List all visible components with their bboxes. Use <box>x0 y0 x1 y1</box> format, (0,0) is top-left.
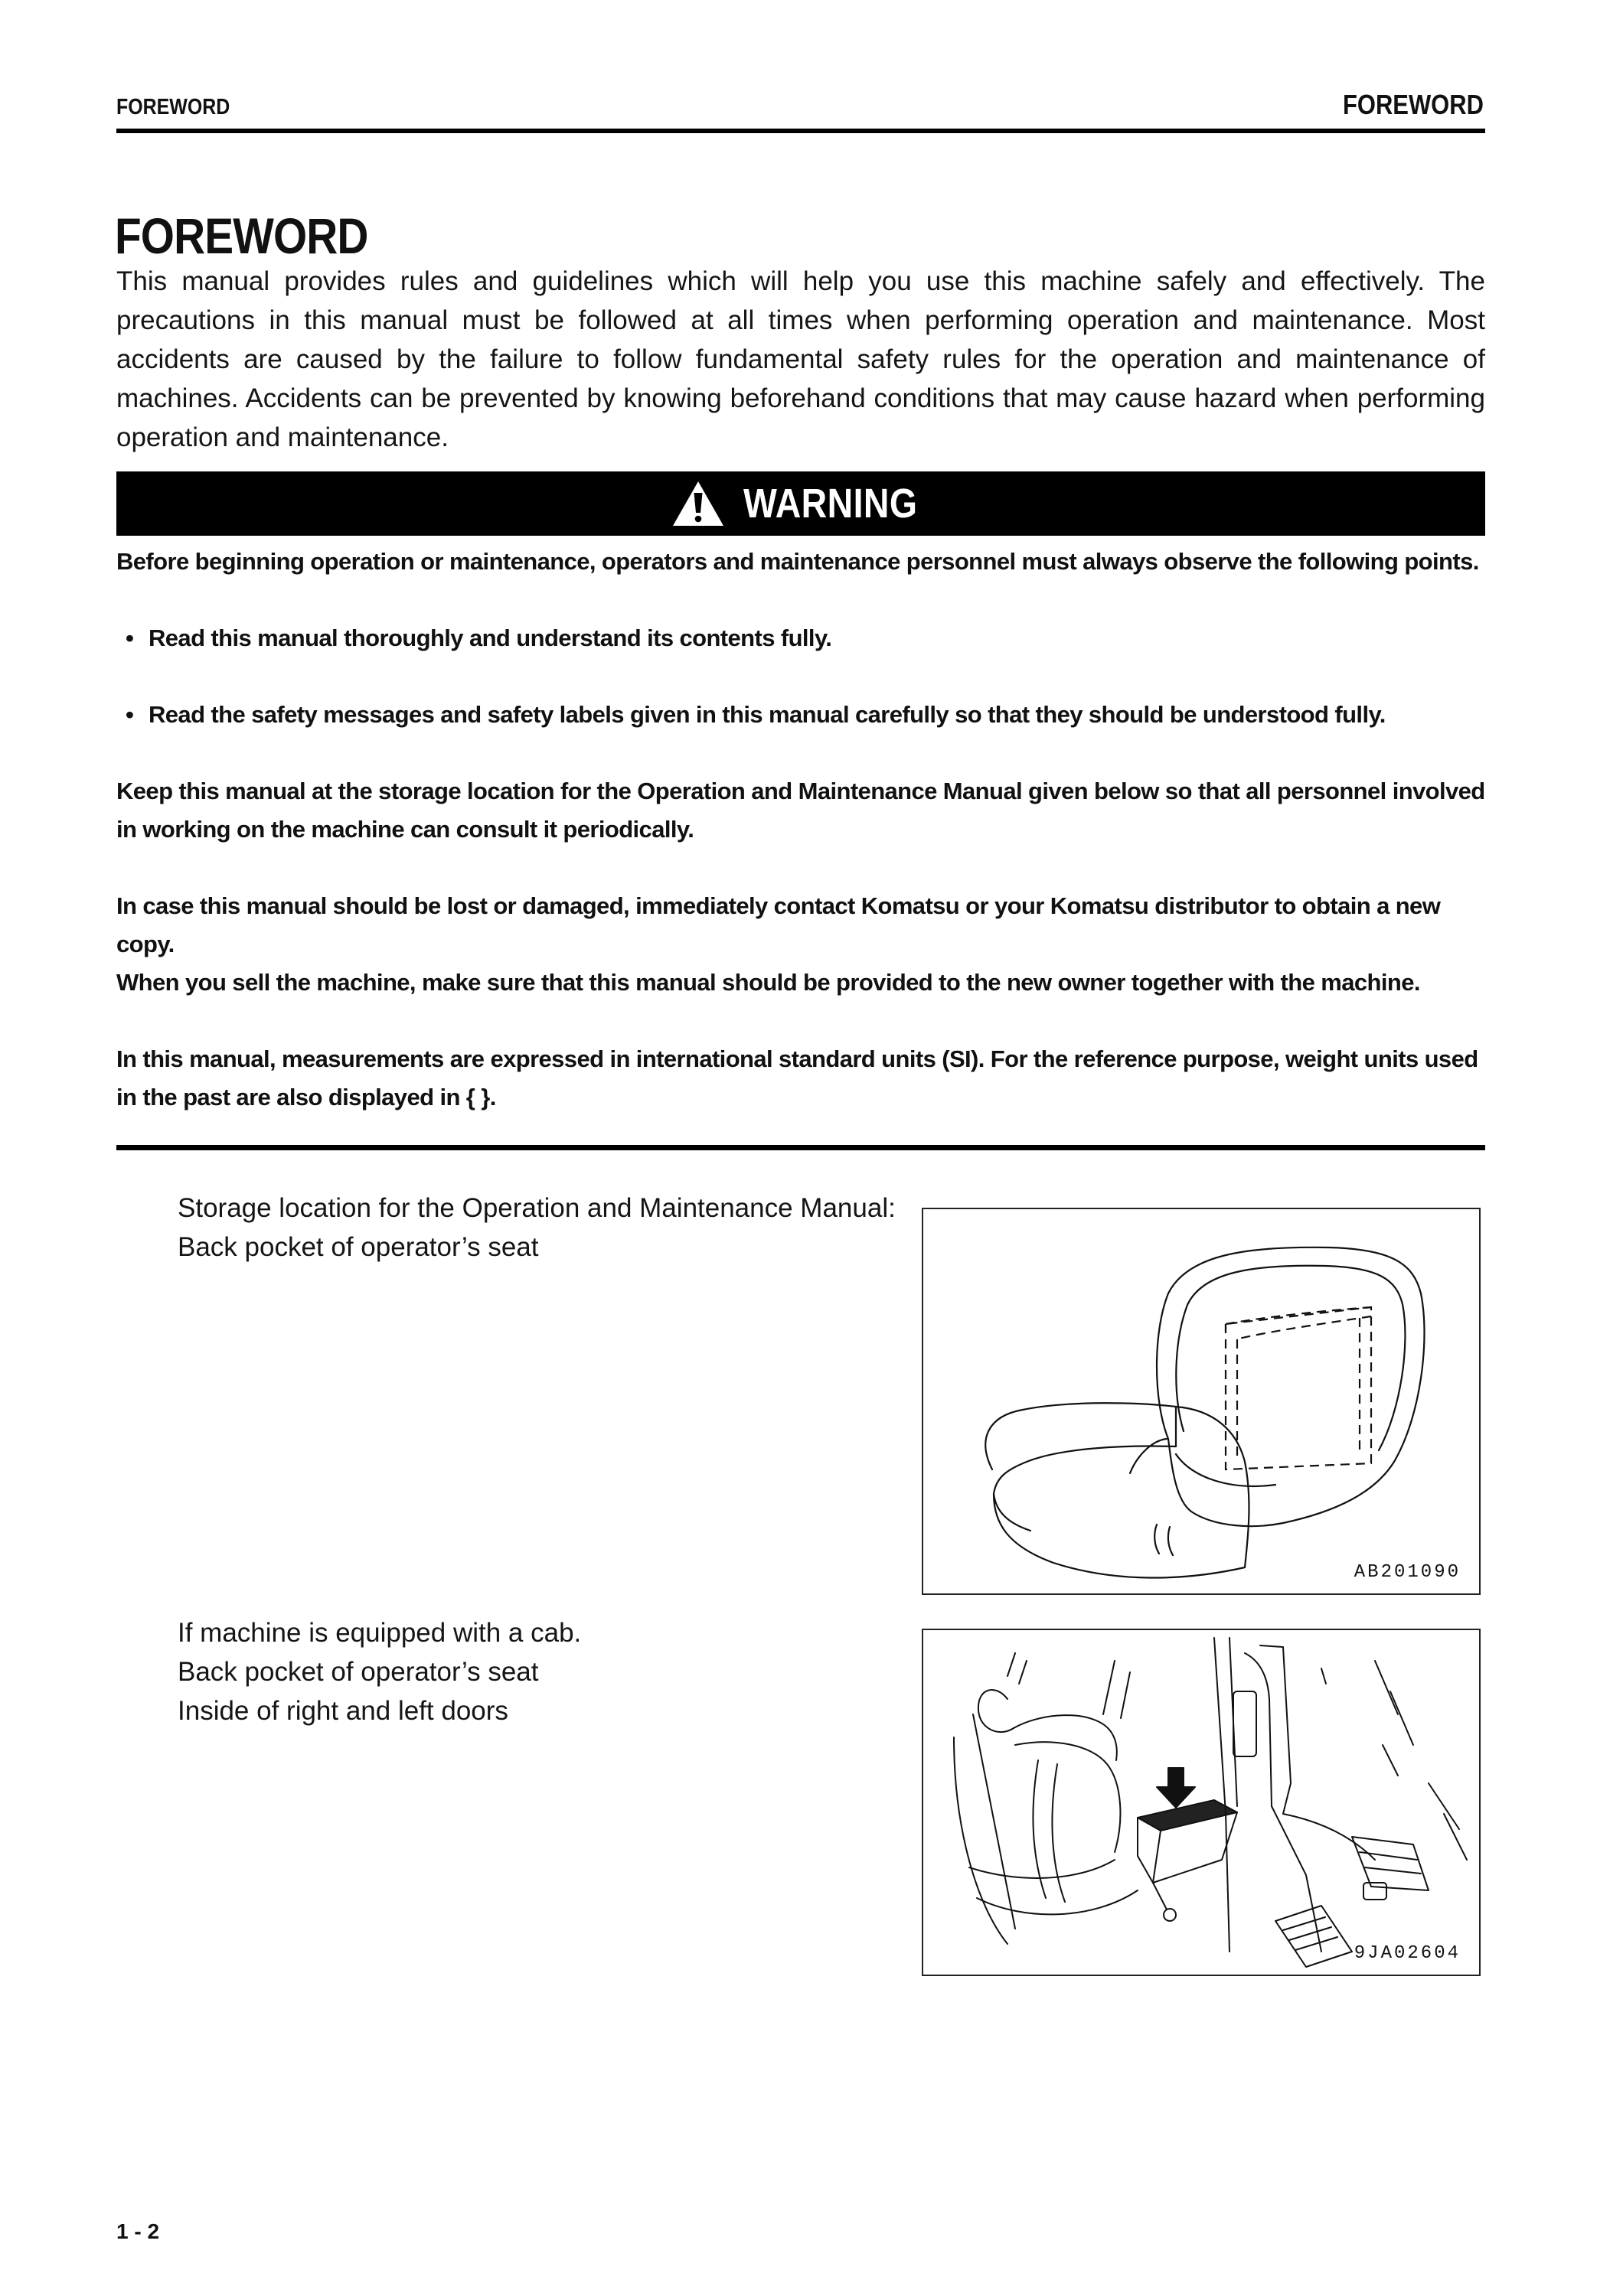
bullet-text: Read the safety messages and safety labels given in this manual carefully so that they should be understood fully. <box>149 701 1386 728</box>
intro-paragraph: This manual provides rules and guidelines which will help you use this machine safely and effectively. The precautions in this manual must be followed at all times when performing operation and maintenance. Most accidents are caused by the failure to follow fundamental safety rules for the operation and maintenance of machines. Accidents can be prevented by knowing beforehand conditions that may cause hazard when performing operation and maintenance. <box>116 266 1485 452</box>
warning-bullet <box>126 619 1496 657</box>
header-rule <box>116 129 1485 133</box>
warning-triangle-icon <box>671 480 725 527</box>
caption-line: Inside of right and left doors <box>178 1696 508 1726</box>
figure-code: 9JA02604 <box>1354 1943 1461 1964</box>
caption-line: If machine is equipped with a cab. <box>178 1618 582 1648</box>
storage-caption <box>178 1189 896 1267</box>
running-header-right: FOREWORD <box>1342 89 1484 120</box>
cab-illustration <box>923 1630 1479 1975</box>
caption-line: Back pocket of operator’s seat <box>178 1657 539 1687</box>
warning-paragraph: In case this manual should be lost or damaged, immediately contact Komatsu or your Komatsu distributor to obtain a new copy. <box>116 892 1441 957</box>
figure-code: AB201090 <box>1354 1562 1461 1583</box>
section-rule <box>116 1145 1485 1150</box>
caption-line: Storage location for the Operation and Maintenance Manual: <box>178 1193 896 1223</box>
page-title: FOREWORD <box>115 207 368 264</box>
bullet-dot: • <box>126 625 134 651</box>
warning-lead: Before beginning operation or maintenance, operators and maintenance personnel must always observe the following points. <box>116 548 1479 575</box>
running-header-left: FOREWORD <box>116 95 230 119</box>
warning-paragraph: In this manual, measurements are expressed in international standard units (SI). For the reference purpose, weight units used in the past are also displayed in { }. <box>116 1045 1478 1110</box>
warning-paragraph: When you sell the machine, make sure that this manual should be provided to the new owner together with the machine. <box>116 969 1420 996</box>
seat-illustration <box>923 1209 1479 1593</box>
cab-figure <box>922 1629 1481 1976</box>
bullet-text: Read this manual thoroughly and understand its contents fully. <box>149 625 832 651</box>
page-number: 1 - 2 <box>116 2219 160 2243</box>
seat-figure <box>922 1208 1481 1595</box>
warning-label: WARNING <box>743 481 918 527</box>
caption-line: Back pocket of operator’s seat <box>178 1232 539 1262</box>
warning-banner <box>116 471 1485 536</box>
warning-bullet <box>126 696 1496 734</box>
storage-caption <box>178 1613 581 1730</box>
bullet-dot: • <box>126 701 134 728</box>
warning-paragraph: Keep this manual at the storage location for the Operation and Maintenance Manual given below so that all personnel involved in working on the machine can consult it periodically. <box>116 778 1485 843</box>
